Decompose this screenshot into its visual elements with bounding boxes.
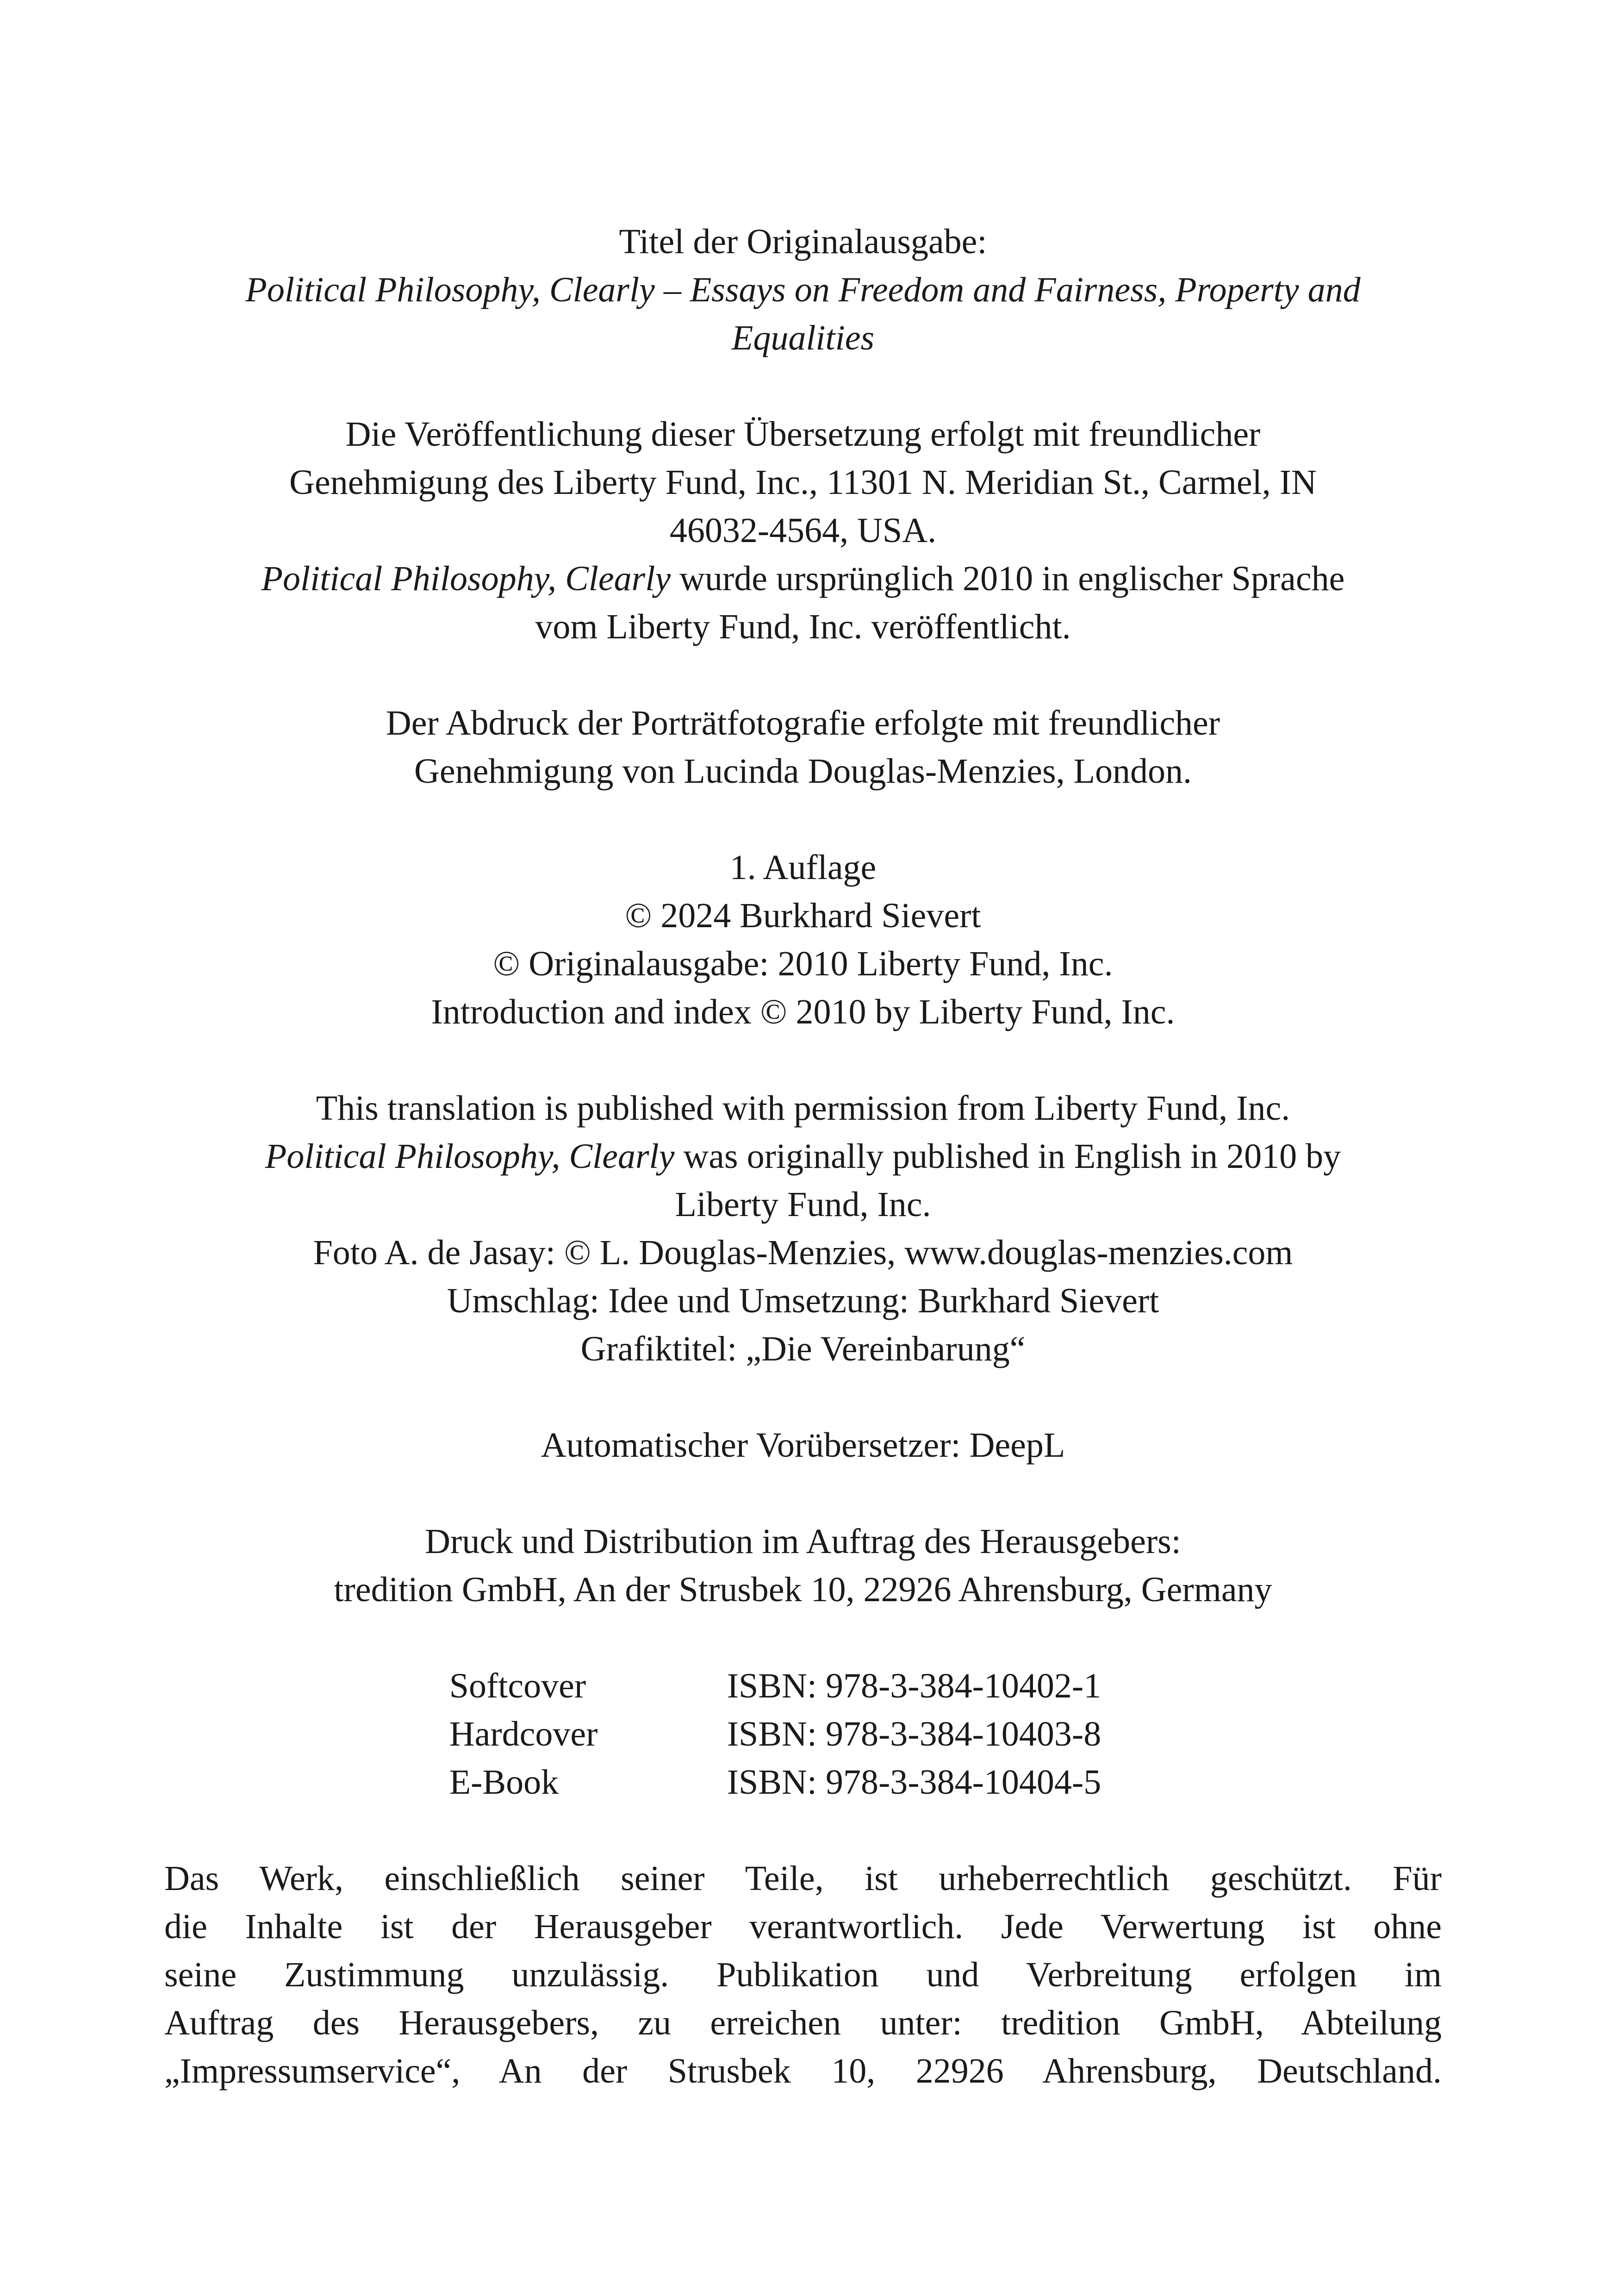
permission-line	[164, 1132, 1442, 1180]
copyright-line: © 2024 Burkhard Sievert	[625, 896, 981, 935]
permission-line	[164, 555, 1442, 603]
isbn-format: Hardcover	[449, 1715, 598, 1753]
book-title-italic: Political Philosophy, Clearly	[261, 559, 671, 598]
permission-line: Die Veröffentlichung dieser Übersetzung erfolgt mit freundlicher	[345, 415, 1261, 454]
translator-block	[164, 1421, 1442, 1469]
graphic-title-line: Grafiktitel: „Die Vereinbarung“	[580, 1329, 1026, 1368]
isbn-number: ISBN: 978-3-384-10402-1	[727, 1666, 1101, 1705]
cover-credit-line: Umschlag: Idee und Umsetzung: Burkhard Sievert	[447, 1281, 1159, 1320]
edition-line: 1. Auflage	[729, 848, 877, 887]
original-title-line: Equalities	[731, 318, 875, 357]
legal-line: „Impressumservice“, An der Strusbek 10, 22926 Ahrensburg, Deutschland.	[164, 2052, 1442, 2090]
isbn-number: ISBN: 978-3-384-10403-8	[727, 1715, 1101, 1753]
permission-line-rest: was originally published in English in 2010 by	[674, 1137, 1341, 1176]
portrait-line: Der Abdruck der Porträtfotografie erfolgte mit freundlicher	[386, 704, 1220, 742]
permission-english-block	[164, 1084, 1442, 1373]
isbn-row	[449, 1710, 1101, 1758]
printing-block	[164, 1517, 1442, 1614]
original-title-line: Political Philosophy, Clearly – Essays on Freedom and Fairness, Property and	[245, 270, 1361, 309]
legal-line: seine Zustimmung unzulässig. Publikation und Verbreitung erfolgen im	[164, 1955, 1442, 1994]
isbn-row	[449, 1662, 1101, 1710]
printing-line: Druck und Distribution im Auftrag des Herausgebers:	[425, 1522, 1181, 1561]
legal-line: Auftrag des Herausgebers, zu erreichen unter: tredition GmbH, Abteilung	[164, 2003, 1442, 2042]
translator-line: Automatischer Vorübersetzer: DeepL	[541, 1426, 1065, 1465]
permission-line: vom Liberty Fund, Inc. veröffentlicht.	[535, 607, 1071, 646]
copyright-line: © Originalausgabe: 2010 Liberty Fund, Inc.	[493, 944, 1113, 983]
permission-line: 46032-4564, USA.	[669, 511, 937, 550]
permission-line-rest: wurde ursprünglich 2010 in englischer Sprache	[671, 559, 1345, 598]
printing-line: tredition GmbH, An der Strusbek 10, 22926 Ahrensburg, Germany	[334, 1570, 1272, 1609]
isbn-row	[449, 1758, 1101, 1806]
legal-notice	[164, 1854, 1442, 2095]
isbn-format: E-Book	[449, 1763, 559, 1802]
portrait-credit-block	[164, 699, 1442, 795]
isbn-format: Softcover	[449, 1666, 586, 1705]
original-title-block	[164, 218, 1442, 362]
book-title-italic: Political Philosophy, Clearly	[265, 1137, 675, 1176]
permission-line: Genehmigung des Liberty Fund, Inc., 11301 N. Meridian St., Carmel, IN	[289, 463, 1317, 502]
permission-line: This translation is published with permission from Liberty Fund, Inc.	[316, 1089, 1290, 1128]
permission-german-block	[164, 410, 1442, 651]
imprint-page	[164, 218, 1442, 2095]
original-heading: Titel der Originalausgabe:	[619, 222, 987, 261]
legal-line: Das Werk, einschließlich seiner Teile, ist urheberrechtlich geschützt. Für	[164, 1859, 1442, 1898]
permission-line: Liberty Fund, Inc.	[675, 1185, 931, 1224]
isbn-number: ISBN: 978-3-384-10404-5	[727, 1763, 1101, 1802]
isbn-table	[449, 1662, 1101, 1806]
photo-credit-line: Foto A. de Jasay: © L. Douglas-Menzies, www.douglas-menzies.com	[313, 1233, 1293, 1272]
edition-block	[164, 843, 1442, 1036]
portrait-line: Genehmigung von Lucinda Douglas-Menzies, London.	[414, 752, 1192, 791]
legal-line: die Inhalte ist der Herausgeber verantwortlich. Jede Verwertung ist ohne	[164, 1907, 1442, 1946]
copyright-line: Introduction and index © 2010 by Liberty Fund, Inc.	[431, 992, 1175, 1031]
